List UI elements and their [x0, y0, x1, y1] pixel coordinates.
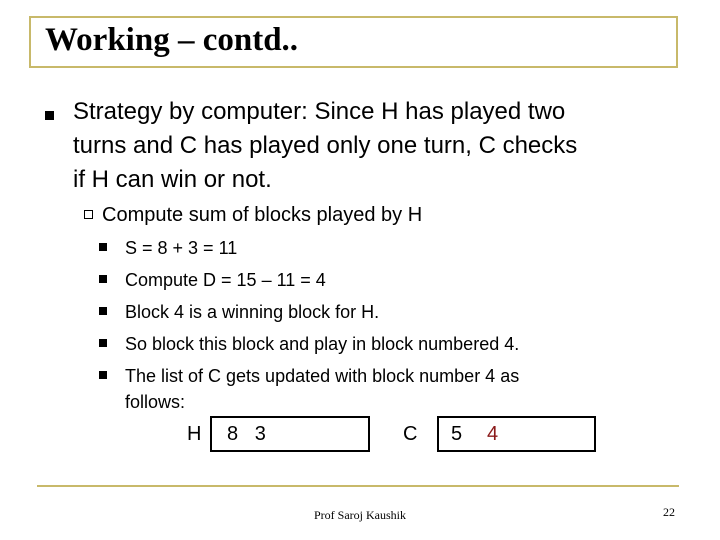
bullet-square-icon: [99, 275, 107, 283]
item-block-play: So block this block and play in block numbered 4.: [125, 334, 520, 354]
h-list-values: 8 3: [227, 423, 266, 445]
c-list-value-1: 5: [451, 423, 463, 445]
bullet-square-icon: [99, 339, 107, 347]
c-list-value-2: 4: [487, 423, 499, 445]
item-list-update-continuation: follows:: [125, 392, 186, 412]
slide-title: Working – contd..: [45, 22, 299, 58]
footer-rule: [37, 485, 679, 487]
bullet-square-icon: [99, 371, 107, 379]
bullet-square-icon: [45, 111, 54, 120]
item-winning-block: Block 4 is a winning block for H.: [125, 302, 380, 322]
title-underline: [29, 66, 678, 68]
bullet-square-icon: [99, 307, 107, 315]
hollow-square-bullet-icon: [84, 210, 93, 219]
item-sum: S = 8 + 3 = 11: [125, 238, 238, 258]
footer-author: Prof Saroj Kaushik: [314, 508, 406, 522]
c-list-label: C: [403, 423, 418, 445]
item-compute-d: Compute D = 15 – 11 = 4: [125, 270, 326, 290]
bullet-text-line-3: if H can win or not.: [73, 166, 272, 193]
bullet-text-line-1: Strategy by computer: Since H has played two: [73, 98, 566, 125]
item-list-update: The list of C gets updated with block number 4 as: [125, 366, 520, 386]
page-number: 22: [663, 505, 675, 519]
sub-bullet-text: Compute sum of blocks played by H: [102, 204, 423, 226]
bullet-text-line-2: turns and C has played only one turn, C checks: [73, 132, 578, 159]
bullet-square-icon: [99, 243, 107, 251]
h-list-label: H: [187, 423, 202, 445]
